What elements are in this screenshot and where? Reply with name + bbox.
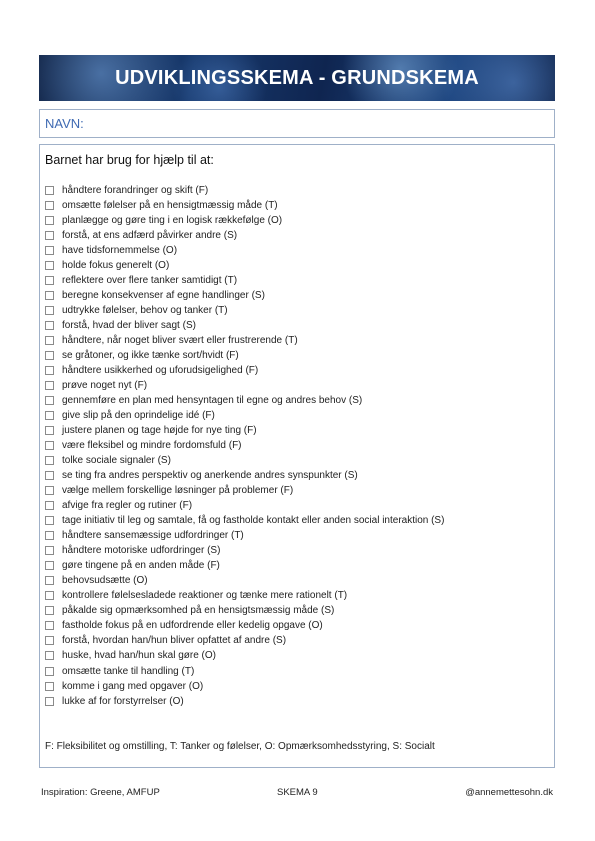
checklist-item-label: give slip på den oprindelige idé (F) <box>62 410 215 422</box>
checklist-item <box>45 603 444 618</box>
checklist-item <box>45 288 444 303</box>
checklist-item <box>45 694 444 709</box>
checklist-item <box>45 618 444 633</box>
checklist-item-label: udtrykke følelser, behov og tanker (T) <box>62 305 228 317</box>
checklist-item <box>45 348 444 363</box>
checkbox[interactable] <box>45 667 54 676</box>
checklist-item <box>45 363 444 378</box>
checkbox[interactable] <box>45 682 54 691</box>
checklist-item <box>45 498 444 513</box>
checkbox[interactable] <box>45 456 54 465</box>
checklist-item <box>45 468 444 483</box>
checklist-item-label: forstå, at ens adfærd påvirker andre (S) <box>62 230 238 242</box>
checkbox[interactable] <box>45 576 54 585</box>
checklist-item-label: håndtere, når noget bliver svært eller frustrerende (T) <box>62 335 298 347</box>
checkbox[interactable] <box>45 276 54 285</box>
checklist-item-label: afvige fra regler og rutiner (F) <box>62 500 193 512</box>
page-title: UDVIKLINGSSKEMA - GRUNDSKEMA <box>115 66 479 89</box>
checklist-item-label: tage initiativ til leg og samtale, få og fastholde kontakt eller anden social interaktion (S) <box>62 515 445 527</box>
checkbox[interactable] <box>45 411 54 420</box>
footer-website: @annemettesohn.dk <box>465 787 553 798</box>
checkbox[interactable] <box>45 321 54 330</box>
name-field[interactable] <box>39 109 555 138</box>
checklist-item <box>45 303 444 318</box>
checklist-item-label: prøve noget nyt (F) <box>62 380 148 392</box>
checklist-item-label: håndtere forandringer og skift (F) <box>62 185 209 196</box>
checklist-item-label: planlægge og gøre ting i en logisk rækkefølge (O) <box>62 215 283 227</box>
checklist-item <box>45 198 444 213</box>
footer-inspiration: Inspiration: Greene, AMFUP <box>41 787 160 798</box>
checklist-item-label: kontrollere følelsesladede reaktioner og tænke mere rationelt (T) <box>62 590 348 602</box>
checkbox[interactable] <box>45 351 54 360</box>
checklist-item-label: håndtere usikkerhed og uforudsigelighed (F) <box>62 365 259 377</box>
checklist-item-label: gøre tingene på en anden måde (F) <box>62 560 220 572</box>
checklist-item-label: se ting fra andres perspektiv og anerkende andres synspunkter (S) <box>62 470 358 482</box>
checklist-item-label: håndtere sansemæssige udfordringer (T) <box>62 530 244 542</box>
checklist-item <box>45 573 444 588</box>
checkbox[interactable] <box>45 261 54 270</box>
checkbox[interactable] <box>45 201 54 210</box>
checkbox[interactable] <box>45 291 54 300</box>
checklist-item-label: lukke af for forstyrrelser (O) <box>62 695 184 707</box>
checklist-item <box>45 633 444 648</box>
checklist-item <box>45 679 444 694</box>
checklist-item-label: forstå, hvad der bliver sagt (S) <box>62 320 196 332</box>
checklist-item-label: påkalde sig opmærksomhed på en hensigtsmæssig måde (S) <box>62 605 335 617</box>
checklist-item <box>45 228 444 243</box>
checkbox[interactable] <box>45 471 54 480</box>
checklist-item <box>45 558 444 573</box>
checkbox[interactable] <box>45 516 54 525</box>
checkbox[interactable] <box>45 186 54 195</box>
checklist-item <box>45 664 444 679</box>
checkbox[interactable] <box>45 546 54 555</box>
checklist-item <box>45 273 444 288</box>
checklist-item <box>45 543 444 558</box>
checklist-item-label: omsætte tanke til handling (T) <box>62 665 195 677</box>
checkbox[interactable] <box>45 591 54 600</box>
checkbox[interactable] <box>45 381 54 390</box>
name-field-label: NAVN: <box>45 116 84 131</box>
checklist-item <box>45 258 444 273</box>
checkbox[interactable] <box>45 366 54 375</box>
checklist-item <box>45 513 444 528</box>
checklist-item <box>45 183 444 198</box>
header-banner <box>39 55 555 101</box>
checklist-item <box>45 423 444 438</box>
checkbox[interactable] <box>45 396 54 405</box>
checklist-item-label: huske, hvad han/hun skal gøre (O) <box>62 650 216 662</box>
checklist-item <box>45 648 444 663</box>
checklist-item <box>45 393 444 408</box>
checklist-item <box>45 588 444 603</box>
checklist-item <box>45 378 444 393</box>
checkbox[interactable] <box>45 231 54 240</box>
checkbox[interactable] <box>45 336 54 345</box>
checklist-item-label: forstå, hvordan han/hun bliver opfattet af andre (S) <box>62 635 287 647</box>
checklist-item-label: tolke sociale signaler (S) <box>62 455 171 467</box>
checklist-item-label: omsætte følelser på en hensigtmæssig måde (T) <box>62 200 278 212</box>
category-legend: F: Fleksibilitet og omstilling, T: Tanker og følelser, O: Opmærksomhedsstyring, S: Socialt <box>45 741 435 752</box>
checkbox[interactable] <box>45 621 54 630</box>
checklist-item <box>45 213 444 228</box>
checklist-item-label: have tidsfornemmelse (O) <box>62 245 178 257</box>
checkbox[interactable] <box>45 441 54 450</box>
checklist-item <box>45 528 444 543</box>
checkbox[interactable] <box>45 246 54 255</box>
checkbox[interactable] <box>45 561 54 570</box>
checkbox[interactable] <box>45 606 54 615</box>
checklist-item-label: reflektere over flere tanker samtidigt (T) <box>62 275 238 287</box>
checklist-heading: Barnet har brug for hjælp til at: <box>45 153 214 167</box>
checklist-item-label: justere planen og tage højde for nye ting (F) <box>62 425 257 437</box>
checkbox[interactable] <box>45 636 54 645</box>
checkbox[interactable] <box>45 651 54 660</box>
checkbox[interactable] <box>45 306 54 315</box>
checklist-item-label: se gråtoner, og ikke tænke sort/hvidt (F) <box>62 350 239 362</box>
checklist-item-label: komme i gang med opgaver (O) <box>62 680 204 692</box>
checklist-item <box>45 438 444 453</box>
checklist-item <box>45 333 444 348</box>
checkbox[interactable] <box>45 531 54 540</box>
checklist-item-label: håndtere motoriske udfordringer (S) <box>62 545 221 557</box>
checklist-item <box>45 243 444 258</box>
checklist-item-label: være fleksibel og mindre fordomsfuld (F) <box>62 440 242 452</box>
checkbox[interactable] <box>45 216 54 225</box>
checklist <box>45 183 444 709</box>
checklist-item-label: vælge mellem forskellige løsninger på problemer (F) <box>62 485 294 497</box>
checklist-item-label: gennemføre en plan med hensyntagen til egne og andres behov (S) <box>62 395 363 407</box>
checklist-item <box>45 453 444 468</box>
checklist-item-label: beregne konsekvenser af egne handlinger (S) <box>62 290 265 302</box>
footer-page-label: SKEMA 9 <box>277 787 318 798</box>
checklist-item-label: holde fokus generelt (O) <box>62 260 170 272</box>
checkbox[interactable] <box>45 486 54 495</box>
checkbox[interactable] <box>45 501 54 510</box>
checklist-item <box>45 483 444 498</box>
checklist-item <box>45 408 444 423</box>
checklist-item <box>45 318 444 333</box>
checkbox[interactable] <box>45 426 54 435</box>
checklist-panel <box>39 144 555 768</box>
checklist-item-label: fastholde fokus på en udfordrende eller kedelig opgave (O) <box>62 620 323 632</box>
checkbox[interactable] <box>45 697 54 706</box>
checklist-item-label: behovsudsætte (O) <box>62 575 148 587</box>
